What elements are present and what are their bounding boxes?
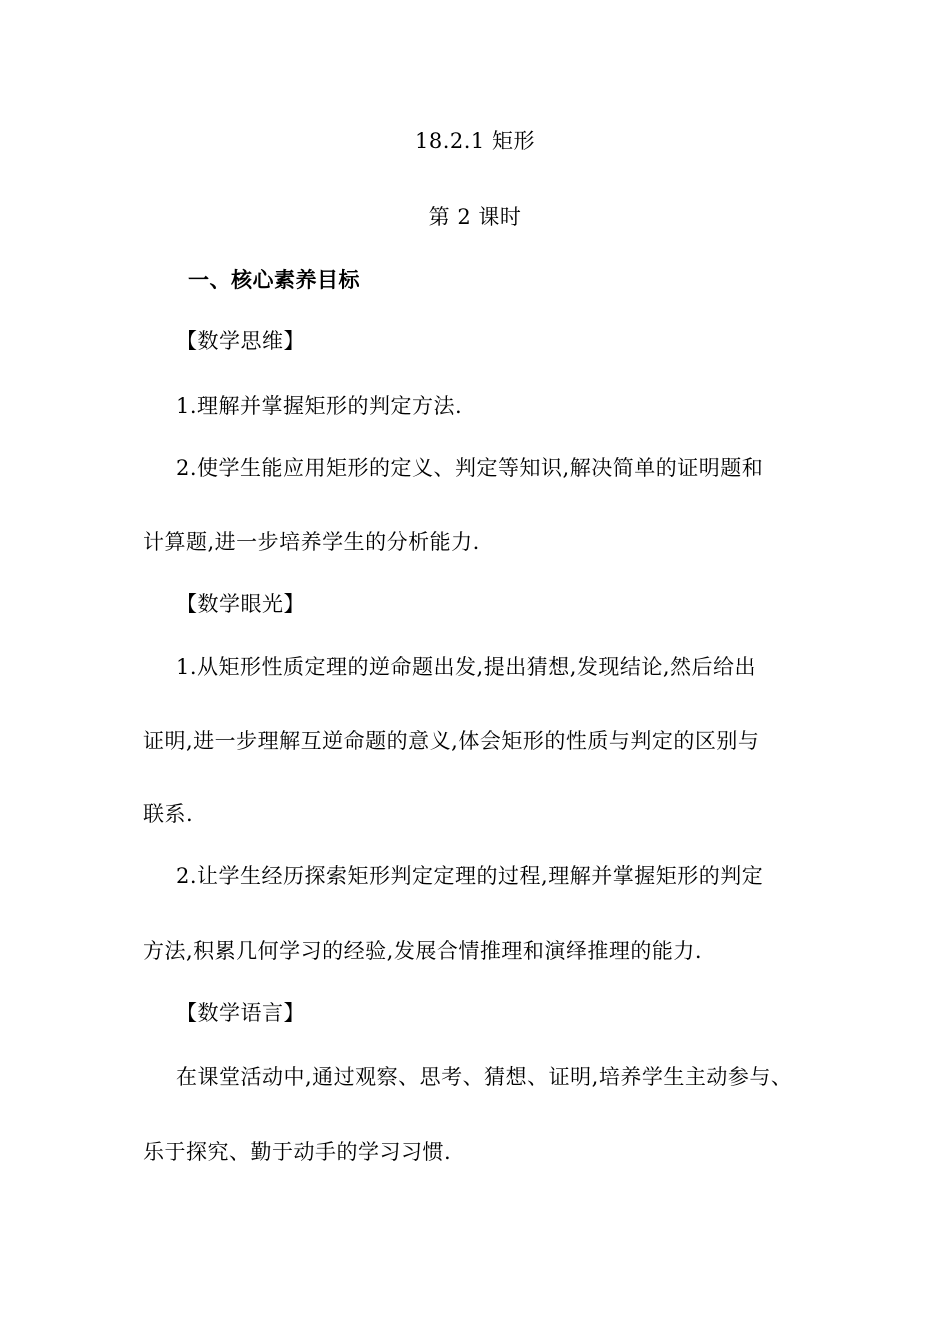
math-vision-item-1-line-2: 证明,进一步理解互逆命题的意义,体会矩形的性质与判定的区别与: [143, 729, 760, 753]
math-vision-item-2-line-1: 2.让学生经历探索矩形判定定理的过程,理解并掌握矩形的判定: [176, 864, 764, 888]
doc-subtitle: 第 2 课时: [428, 205, 522, 229]
math-thinking-item-1: 1.理解并掌握矩形的判定方法.: [176, 394, 463, 418]
math-language-para-line-1: 在课堂活动中,通过观察、思考、猜想、证明,培养学生主动参与、: [176, 1065, 793, 1089]
math-thinking-heading: 【数学思维】: [176, 329, 305, 353]
math-thinking-item-2-line-1: 2.使学生能应用矩形的定义、判定等知识,解决简单的证明题和: [176, 456, 764, 480]
math-language-heading: 【数学语言】: [176, 1001, 305, 1025]
doc-title: 18.2.1 矩形: [415, 129, 535, 153]
math-vision-item-1-line-1: 1.从矩形性质定理的逆命题出发,提出猜想,发现结论,然后给出: [176, 655, 757, 679]
math-vision-item-1-line-3: 联系.: [143, 802, 194, 826]
math-thinking-item-2-line-2: 计算题,进一步培养学生的分析能力.: [143, 530, 480, 554]
math-language-para-line-2: 乐于探究、勤于动手的学习习惯.: [143, 1140, 452, 1164]
math-vision-heading: 【数学眼光】: [176, 592, 305, 616]
math-vision-item-2-line-2: 方法,积累几何学习的经验,发展合情推理和演绎推理的能力.: [143, 939, 703, 963]
section-heading: 一、核心素养目标: [188, 268, 360, 292]
